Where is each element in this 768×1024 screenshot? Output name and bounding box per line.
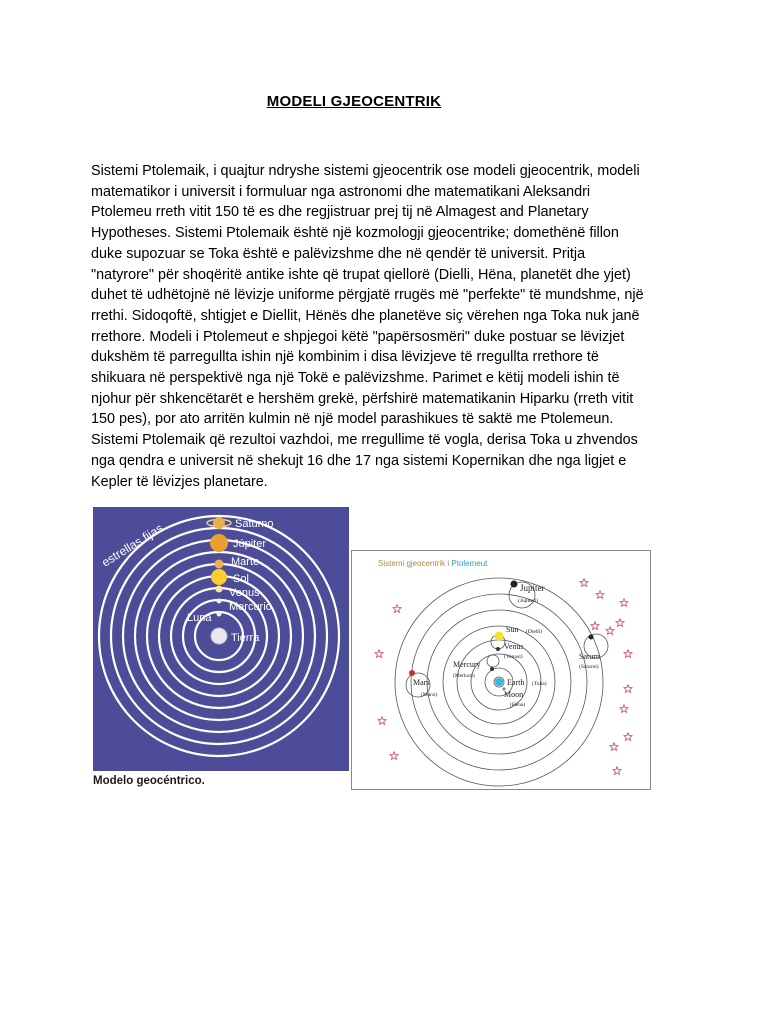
figure-title-highlight: Ptolemeut [451,559,488,568]
star-icon [580,579,588,587]
paragraph-line: dukshëm të parregullta ishin një kombinim i disa lëvizjeve të rregullta rrethore të [91,349,599,366]
label-mercurio: Mercurio [229,601,272,613]
geocentric-model-image-left [93,507,349,771]
figure-title [378,559,487,568]
paragraph-line: rrethore. Modeli i Ptolemeut e shpjegoi këtë "papërsosmëri" duke postuar se lëvizjet [91,328,625,345]
paragraph-line: "natyrore" për shoqëritë antike ishte që trupat qiellorë (Dielli, Hëna, planetët dhe yjet) [91,266,631,283]
paragraph-line: Kepler të lëvizjes planetare. [91,473,268,490]
geocentric-diagram-left [93,507,349,771]
label-tierra: Tierra [231,632,260,644]
paragraph-line: Hypotheses. Sistemi Ptolemaik është një kozmologji gjeocentrike; domethënë fillon [91,225,619,242]
mars-planet [215,560,224,569]
star-icon [620,599,628,607]
label-venus: Venus [504,642,524,651]
venus-planet [216,586,223,593]
star-icon [375,650,383,658]
figure-caption: Modelo geocéntrico. [93,775,205,787]
star-icon [591,622,599,630]
label-moon: Moon [504,690,524,699]
paragraph-line: 150 pes), por ato arritën kulmin në një model parashikues të saktë me Ptolemeun. [91,411,614,428]
star-icon [616,619,624,627]
label-saturn: Saturn [579,652,600,661]
paragraph-line: Sistemi Ptolemaik, i quajtur ndryshe sistemi gjeocentrik ose modeli gjeocentrik, modeli [91,163,640,179]
earth-planet [495,678,503,686]
label-moon-alb: (Hëna) [510,702,526,708]
paragraph-line: matematikor i universit i formuluar nga astronomi dhe matematikani Aleksandri [91,183,591,200]
label-venus-alb: (Venusi) [504,654,523,660]
label-venus: Venus [229,587,260,599]
paragraph-line: nga qendra e universit në shekujt 16 dhe 17 nga sistemi Kopernikan dhe nga ligjet e [91,452,627,469]
star-icon [624,733,632,741]
label-mercury: Mercury [453,660,481,669]
star-icon [606,627,614,635]
page-title: MODELI GJEOCENTRIK [266,93,442,110]
paragraph-line: duke supozuar se Toka është e palëvizshme dhe në qendër të universit. Pritja [91,245,586,262]
saturn-planet [589,635,594,640]
label-jupiter: Jupiter [520,583,545,593]
venus-planet [496,647,500,651]
label-saturno: Saturno [235,518,274,530]
paragraph-line: njohur për shkencëtarët e hershëm grekë, përfshirë matematikanin Hiparku (rreth vitit [91,390,634,407]
paragraph-line: duhet të udhëtojnë në lëvizje uniforme përgjatë rrugës më "perfekte" të mundshme, një [91,287,644,304]
paragraph-line: Sistemi Ptolemaik që rezultoi vazhdoi, me rregullime të vogla, derisa Toka u zhvendos [91,432,638,449]
paragraph-line: Ptolemeu rreth vitit 150 të es dhe regjistruar prej tij në Almagest and Planetary [91,204,589,221]
moon-planet [217,612,222,617]
star-icon [624,650,632,658]
mars-planet [409,670,415,676]
label-luna: Luna [187,612,212,624]
star-icon [378,717,386,725]
label-estrellas-fijas: estrellas fijas [99,520,166,570]
star-icon [624,685,632,693]
label-sun-alb: (Dielli) [526,629,543,635]
label-mars: Mars [413,678,430,687]
fixed-stars [375,579,632,775]
figure-title-prefix: Sistemi gjeocentrik i [378,559,452,568]
label-jupiter-alb: (Jupiteri) [518,598,539,604]
jupiter-planet [210,534,228,552]
sun-planet [495,632,504,641]
star-icon [393,605,401,613]
star-icon [620,705,628,713]
saturn-planet [207,517,231,529]
label-jupiter: Júpiter [233,538,267,550]
mercury-planet [217,599,222,604]
star-icon [610,743,618,751]
ptolemaic-system-image-right [351,550,651,790]
body-paragraph [91,161,683,492]
label-earth: Earth [507,678,525,687]
label-sol: Sol [233,573,249,585]
geocentric-diagram-right [352,551,650,789]
paragraph-line: shikuara në perspektivë nga një Tokë e palëvizshme. Parimet e këtij modeli ishin të [91,370,620,387]
label-earth-alb: (Toka) [532,681,547,687]
star-icon [390,752,398,760]
label-mars-alb: (Marsi) [421,692,438,698]
label-sun: Sun [506,625,519,634]
paragraph-line: rrethi. Sidoqoftë, shtigjet e Diellit, Hënës dhe planetëve siç vërehen nga Toka nuk janë [91,307,640,324]
star-icon [596,591,604,599]
label-mercury-alb: (Merkuri) [453,673,475,679]
jupiter-planet [511,581,518,588]
mercury-planet [490,667,494,671]
star-icon [613,767,621,775]
sun-planet [211,569,227,585]
label-saturn-alb: (Saturni) [579,664,599,670]
earth-planet [211,628,227,644]
label-marte: Marte [231,556,260,568]
